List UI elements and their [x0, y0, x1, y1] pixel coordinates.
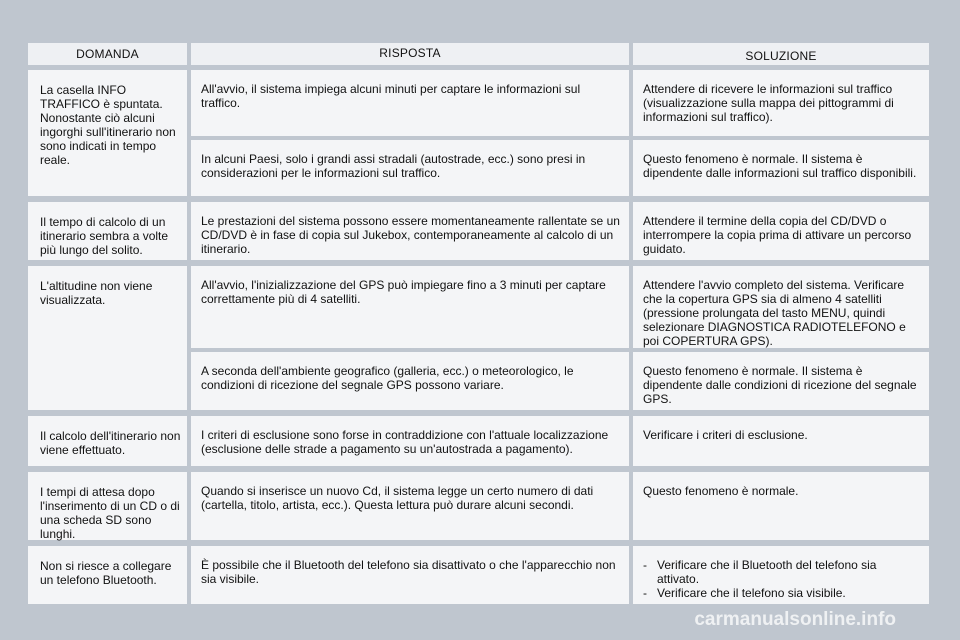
watermark: carmanualsonline.info [694, 609, 896, 630]
answer-cell: È possibile che il Bluetooth del telefono sia disattivato o che l'apparecchio non sia visibile. [191, 546, 629, 604]
solution-list-item: - Verificare che il Bluetooth del telefono sia attivato. [643, 558, 877, 586]
solution-cell: Questo fenomeno è normale. [633, 472, 929, 540]
table-header [28, 43, 929, 65]
answer-cell: I criteri di esclusione sono forse in contraddizione con l'attuale localizzazione (esclusione delle strade a pagamento su un'autostrada a pagamento). [191, 416, 629, 466]
question-cell: L'altitudine non viene visualizzata. [28, 266, 187, 410]
solution-cell [633, 546, 929, 604]
answer-cell: In alcuni Paesi, solo i grandi assi stradali (autostrade, ecc.) sono presi in considerazioni per le informazioni sul traffico. [191, 140, 629, 196]
answer-cell: Quando si inserisce un nuovo Cd, il sistema legge un certo numero di dati (cartella, titolo, artista, ecc.). Questa lettura può durare alcuni secondi. [191, 472, 629, 540]
header-answer: RISPOSTA [191, 43, 629, 65]
header-solution: SOLUZIONE [633, 43, 929, 65]
faq-group [28, 472, 929, 540]
solution-cell: Questo fenomeno è normale. Il sistema è dipendente dalle informazioni sul traffico disponibili. [633, 140, 929, 196]
answer-cell: Le prestazioni del sistema possono essere momentaneamente rallentate se un CD/DVD è in fase di copia sul Jukebox, contemporaneamente al calcolo di un itinerario. [191, 202, 629, 260]
faq-group [28, 202, 929, 260]
header-question: DOMANDA [28, 43, 187, 65]
faq-table [28, 43, 929, 610]
question-cell: I tempi di attesa dopo l'inserimento di un CD o di una scheda SD sono lunghi. [28, 472, 187, 540]
solution-cell: Questo fenomeno è normale. Il sistema è dipendente dalle condizioni di ricezione del segnale GPS. [633, 352, 929, 410]
question-cell: Il tempo di calcolo di un itinerario sembra a volte più lungo del solito. [28, 202, 187, 260]
solution-cell: Verificare i criteri di esclusione. [633, 416, 929, 466]
solution-cell: Attendere il termine della copia del CD/DVD o interrompere la copia prima di attivare un percorso guidato. [633, 202, 929, 260]
faq-group [28, 546, 929, 604]
solution-list-item: - Verificare che il telefono sia visibile. [643, 586, 846, 600]
answer-cell: All'avvio, il sistema impiega alcuni minuti per captare le informazioni sul traffico. [191, 70, 629, 136]
question-cell: Il calcolo dell'itinerario non viene effettuato. [28, 416, 187, 466]
faq-group [28, 70, 929, 196]
question-cell: Non si riesce a collegare un telefono Bluetooth. [28, 546, 187, 604]
answer-cell: A seconda dell'ambiente geografico (galleria, ecc.) o meteorologico, le condizioni di ricezione del segnale GPS possono variare. [191, 352, 629, 410]
solution-cell: Attendere l'avvio completo del sistema. Verificare che la copertura GPS sia di almeno 4 satelliti (pressione prolungata del tasto MENU, quindi selezionare DIAGNOSTICA RADIOTELEFONO e poi COPERTURA GPS). [633, 266, 929, 348]
solution-cell: Attendere di ricevere le informazioni sul traffico (visualizzazione sulla mappa dei pittogrammi di informazioni sul traffico). [633, 70, 929, 136]
question-cell: La casella INFO TRAFFICO è spuntata. Nonostante ciò alcuni ingorghi sull'itinerario non sono indicati in tempo reale. [28, 70, 187, 196]
faq-group [28, 416, 929, 466]
answer-cell: All'avvio, l'inizializzazione del GPS può impiegare fino a 3 minuti per captare correttamente più di 4 satelliti. [191, 266, 629, 348]
faq-group [28, 266, 929, 410]
